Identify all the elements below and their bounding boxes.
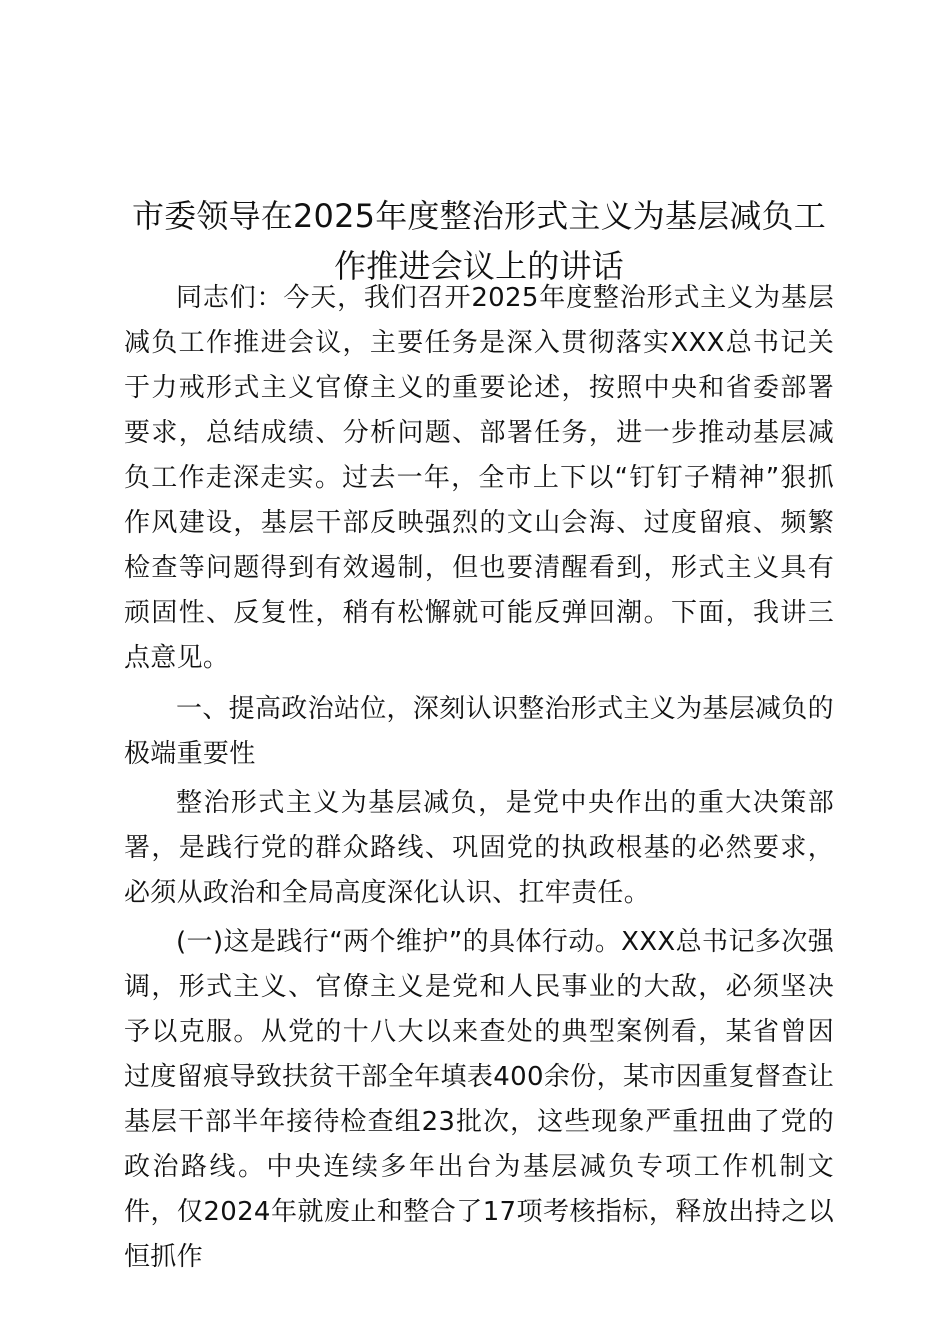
section-heading-1: 一、提高政治站位，深刻认识整治形式主义为基层减负的极端重要性	[124, 694, 834, 769]
opening-paragraph: 同志们：今天，我们召开2025年度整治形式主义为基层减负工作推进会议，主要任务是深入贯彻落实XXX总书记关于力戒形式主义官僚主义的重要论述，按照中央和省委部署要求，总结成绩、分析问题、部署任务，进一步推动基层减负工作走深走实。过去一年，全市上下以“钉钉子精神”狠抓作风建设，基层干部反映强烈的文山会海、过度留痕、频繁检查等问题得到有效遏制，但也要清醒看到，形式主义具有顽固性、反复性，稍有松懈就可能反弹回潮。下面，我讲三点意见。	[124, 283, 834, 673]
document-title: 市委领导在2025年度整治形式主义为基层减负工作推进会议上的讲话	[131, 197, 827, 286]
document-body	[124, 276, 834, 1280]
subsection-1-paragraph: (一)这是践行“两个维护”的具体行动。XXX总书记多次强调，形式主义、官僚主义是党和人民事业的大敌，必须坚决予以克服。从党的十八大以来查处的典型案例看，某省曾因过度留痕导致扶贫干部全年填表400余份，某市因重复督查让基层干部半年接待检查组23批次，这些现象严重扭曲了党的政治路线。中央连续多年出台为基层减负专项工作机制文件，仅2024年就废止和整合了17项考核指标，释放出持之以恒抓作	[124, 927, 834, 1272]
section-1-intro-paragraph: 整治形式主义为基层减负，是党中央作出的重大决策部署，是践行党的群众路线、巩固党的执政根基的必然要求，必须从政治和全局高度深化认识、扛牢责任。	[124, 788, 834, 908]
